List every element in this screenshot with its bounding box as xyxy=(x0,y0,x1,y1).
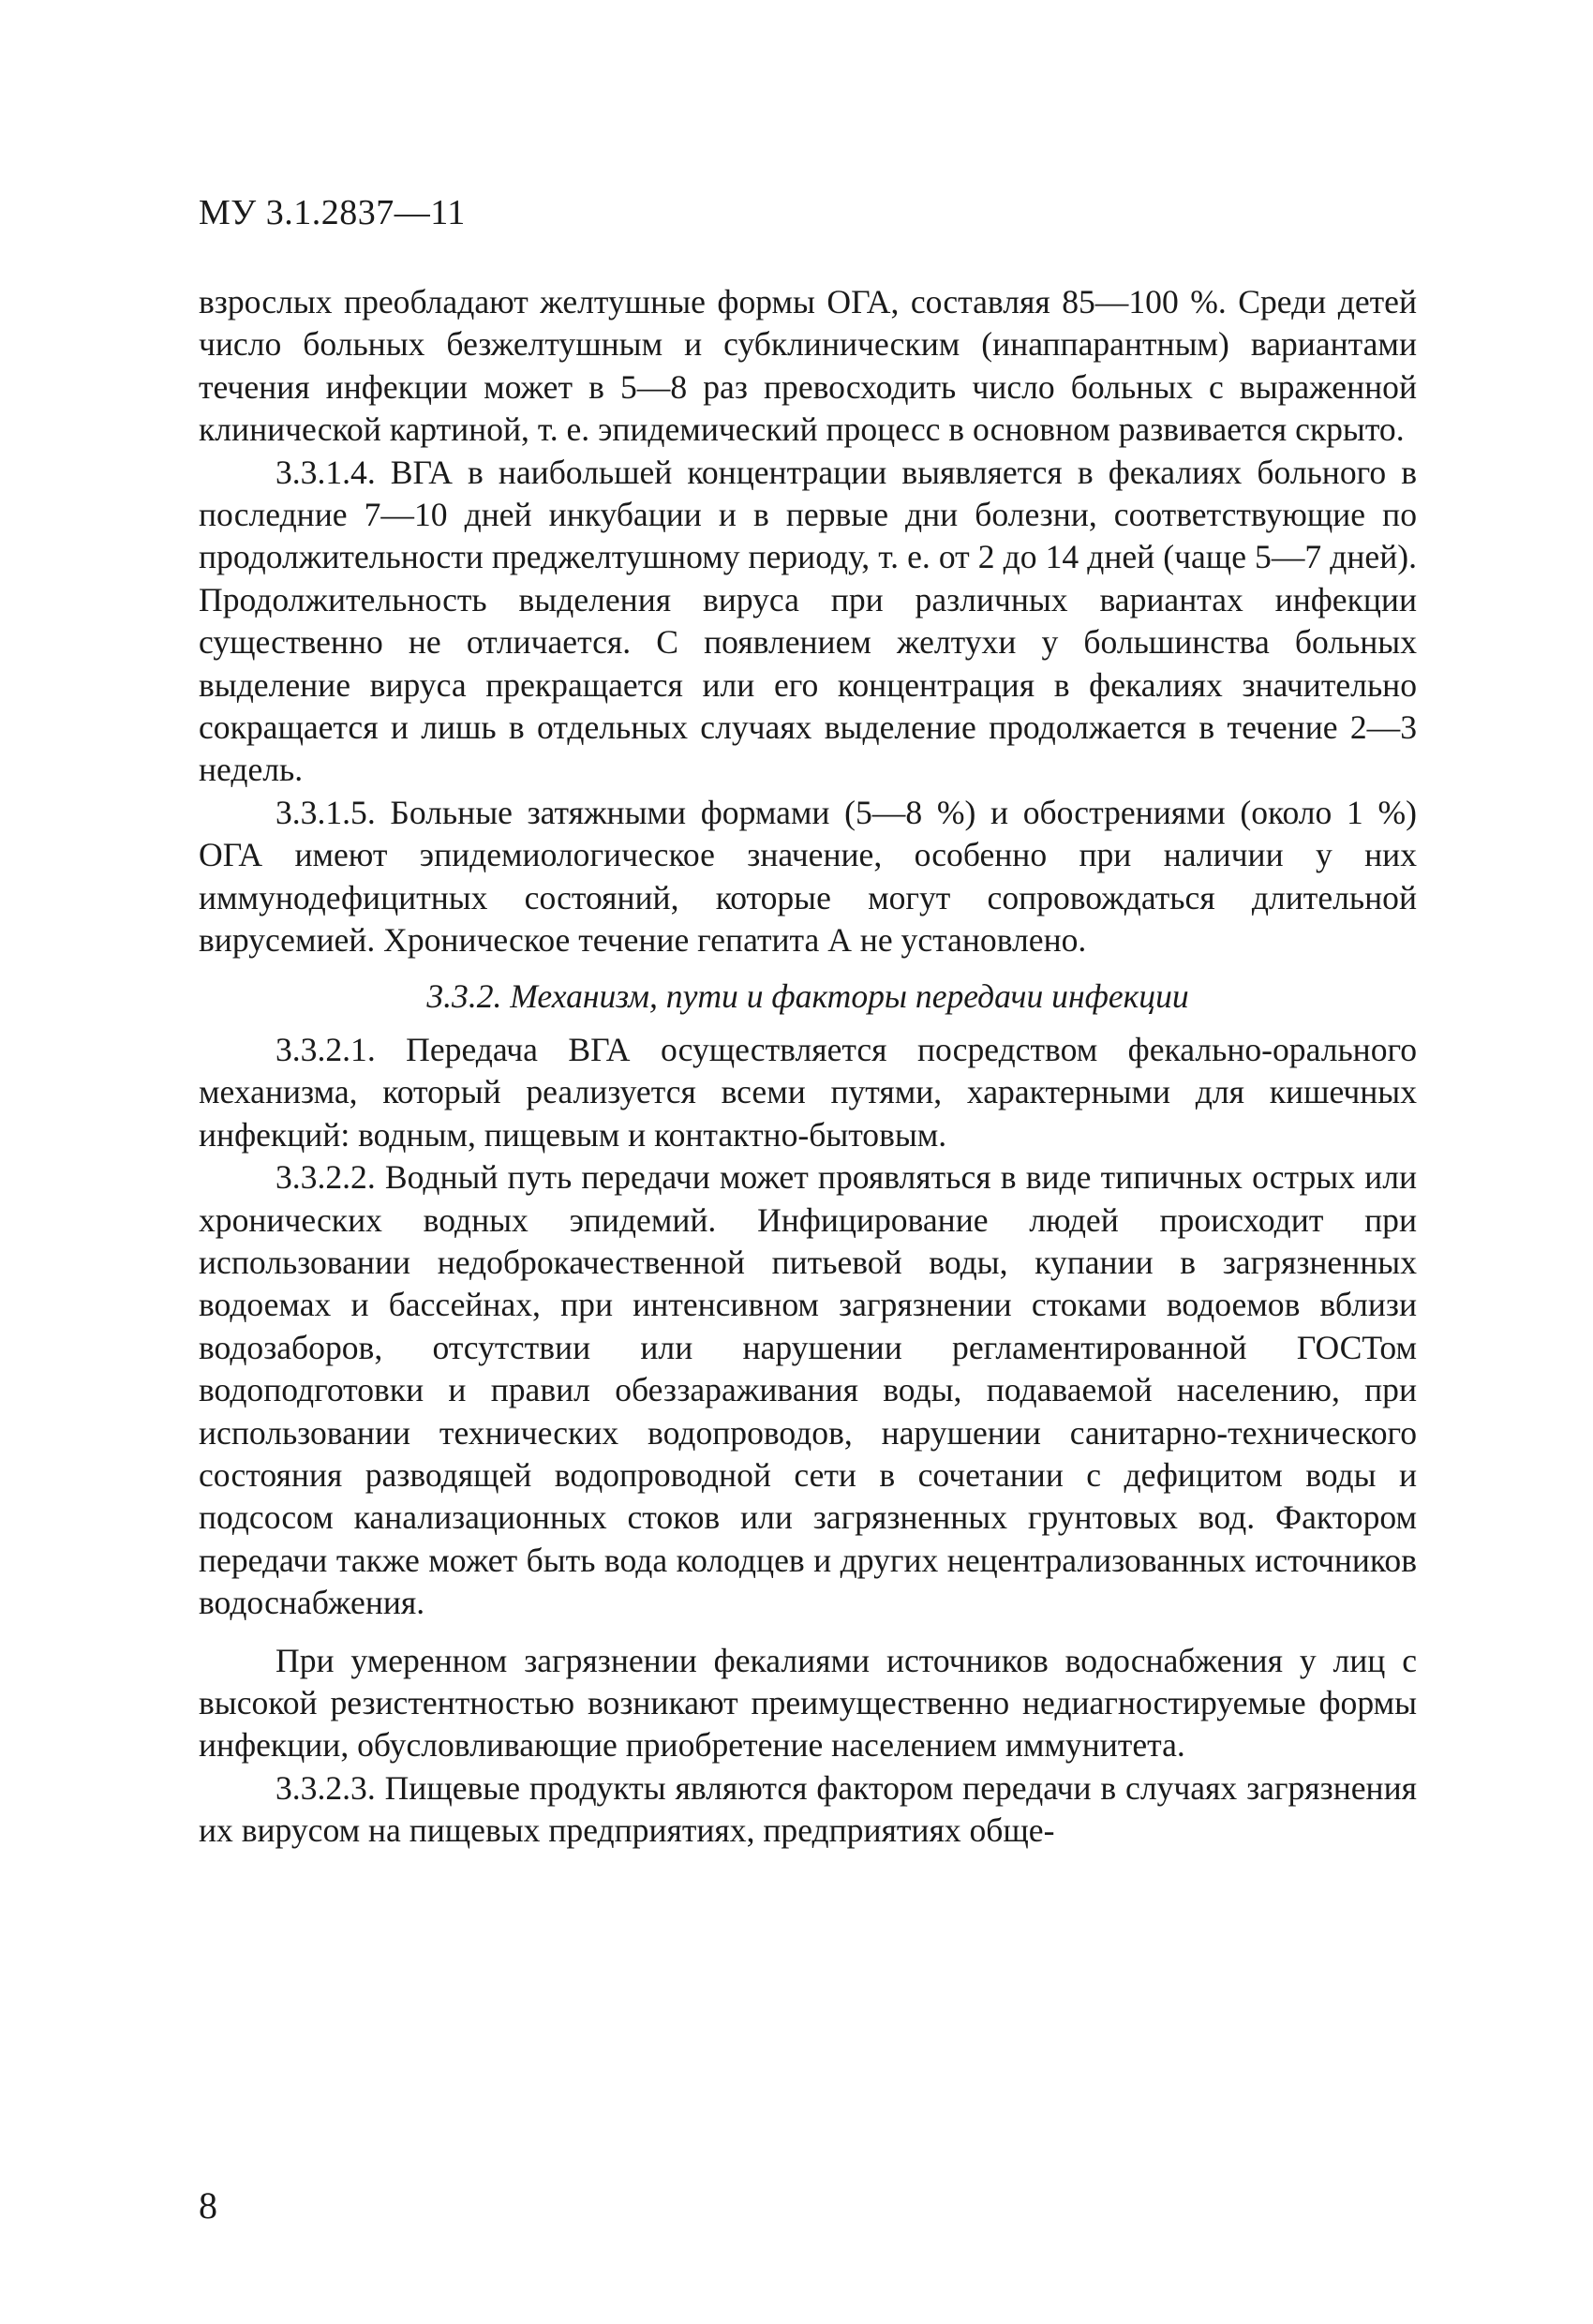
paragraph-3-3-1-5: 3.3.1.5. Больные затяжными формами (5—8 %) и обострениями (около 1 %) ОГА имеют эпидемиологическое значение, особенно при наличии у них иммунодефицитных состояний, которые могут сопровождаться длительной вирусемией. Хроническое течение гепатита А не установлено. xyxy=(199,793,1417,960)
paragraph-3-3-2-2: 3.3.2.2. Водный путь передачи может проявляться в виде типичных острых или хронических водных эпидемий. Инфицирование людей происходит при использовании недоброкачественной питьевой воды, купании в загрязненных водоемах и бассейнах, при интенсивном загрязнении стоками водоемов вблизи водозаборов, отсутствии или нарушении регламентированной ГОСТом водоподготовки и правил обеззараживания воды, подаваемой населению, при использовании технических водопроводов, нарушении санитарно-технического состояния разводящей водопроводной сети в сочетании с дефицитом воды и подсосом канализационных стоков или загрязненных грунтовых вод. Фактором передачи также может быть вода колодцев и других нецентрализованных источников водоснабжения. xyxy=(199,1158,1417,1622)
paragraph-3-3-2-3: 3.3.2.3. Пищевые продукты являются фактором передачи в случаях загрязнения их вирусом на пищевых предприятиях, предприятиях обще- xyxy=(199,1768,1417,1850)
paragraph-moderate-contamination: При умеренном загрязнении фекалиями источников водоснабжения у лиц с высокой резистентностью возникают преимущественно недиагностируемые формы инфекции, обусловливающие приобретение населением иммунитета. xyxy=(199,1641,1417,1765)
page-number: 8 xyxy=(199,2184,217,2227)
section-heading-3-3-2: 3.3.2. Механизм, пути и факторы передачи инфекции xyxy=(426,976,1189,1015)
paragraph-adult-forms: взрослых преобладают желтушные формы ОГА, составляя 85—100 %. Среди детей число больных безжелтушным и субклиническим (инаппарантным) вариантами течения инфекции может в 5—8 раз превосходить число больных с выраженной клинической картиной, т. е. эпидемический процесс в основном развивается скрыто. xyxy=(199,283,1417,449)
document-body xyxy=(199,281,1417,1853)
paragraph-3-3-2-1: 3.3.2.1. Передача ВГА осуществляется посредством фекально-орального механизма, который реализуется всеми путями, характерными для кишечных инфекций: водным, пищевым и контактно-бытовым. xyxy=(199,1030,1417,1154)
document-code-header: МУ 3.1.2837—11 xyxy=(199,193,466,232)
paragraph-3-3-1-4: 3.3.1.4. ВГА в наибольшей концентрации выявляется в фекалиях больного в последние 7—10 дней инкубации и в первые дни болезни, соответствующие по продолжительности преджелтушному периоду, т. е. от 2 до 14 дней (чаще 5—7 дней). Продолжительность выделения вируса при различных вариантах инфекции существенно не отличается. С появлением желтухи у большинства больных выделение вируса прекращается или его концентрация в фекалиях значительно сокращается и лишь в отдельных случаях выделение продолжается в течение 2—3 недель. xyxy=(199,453,1417,789)
